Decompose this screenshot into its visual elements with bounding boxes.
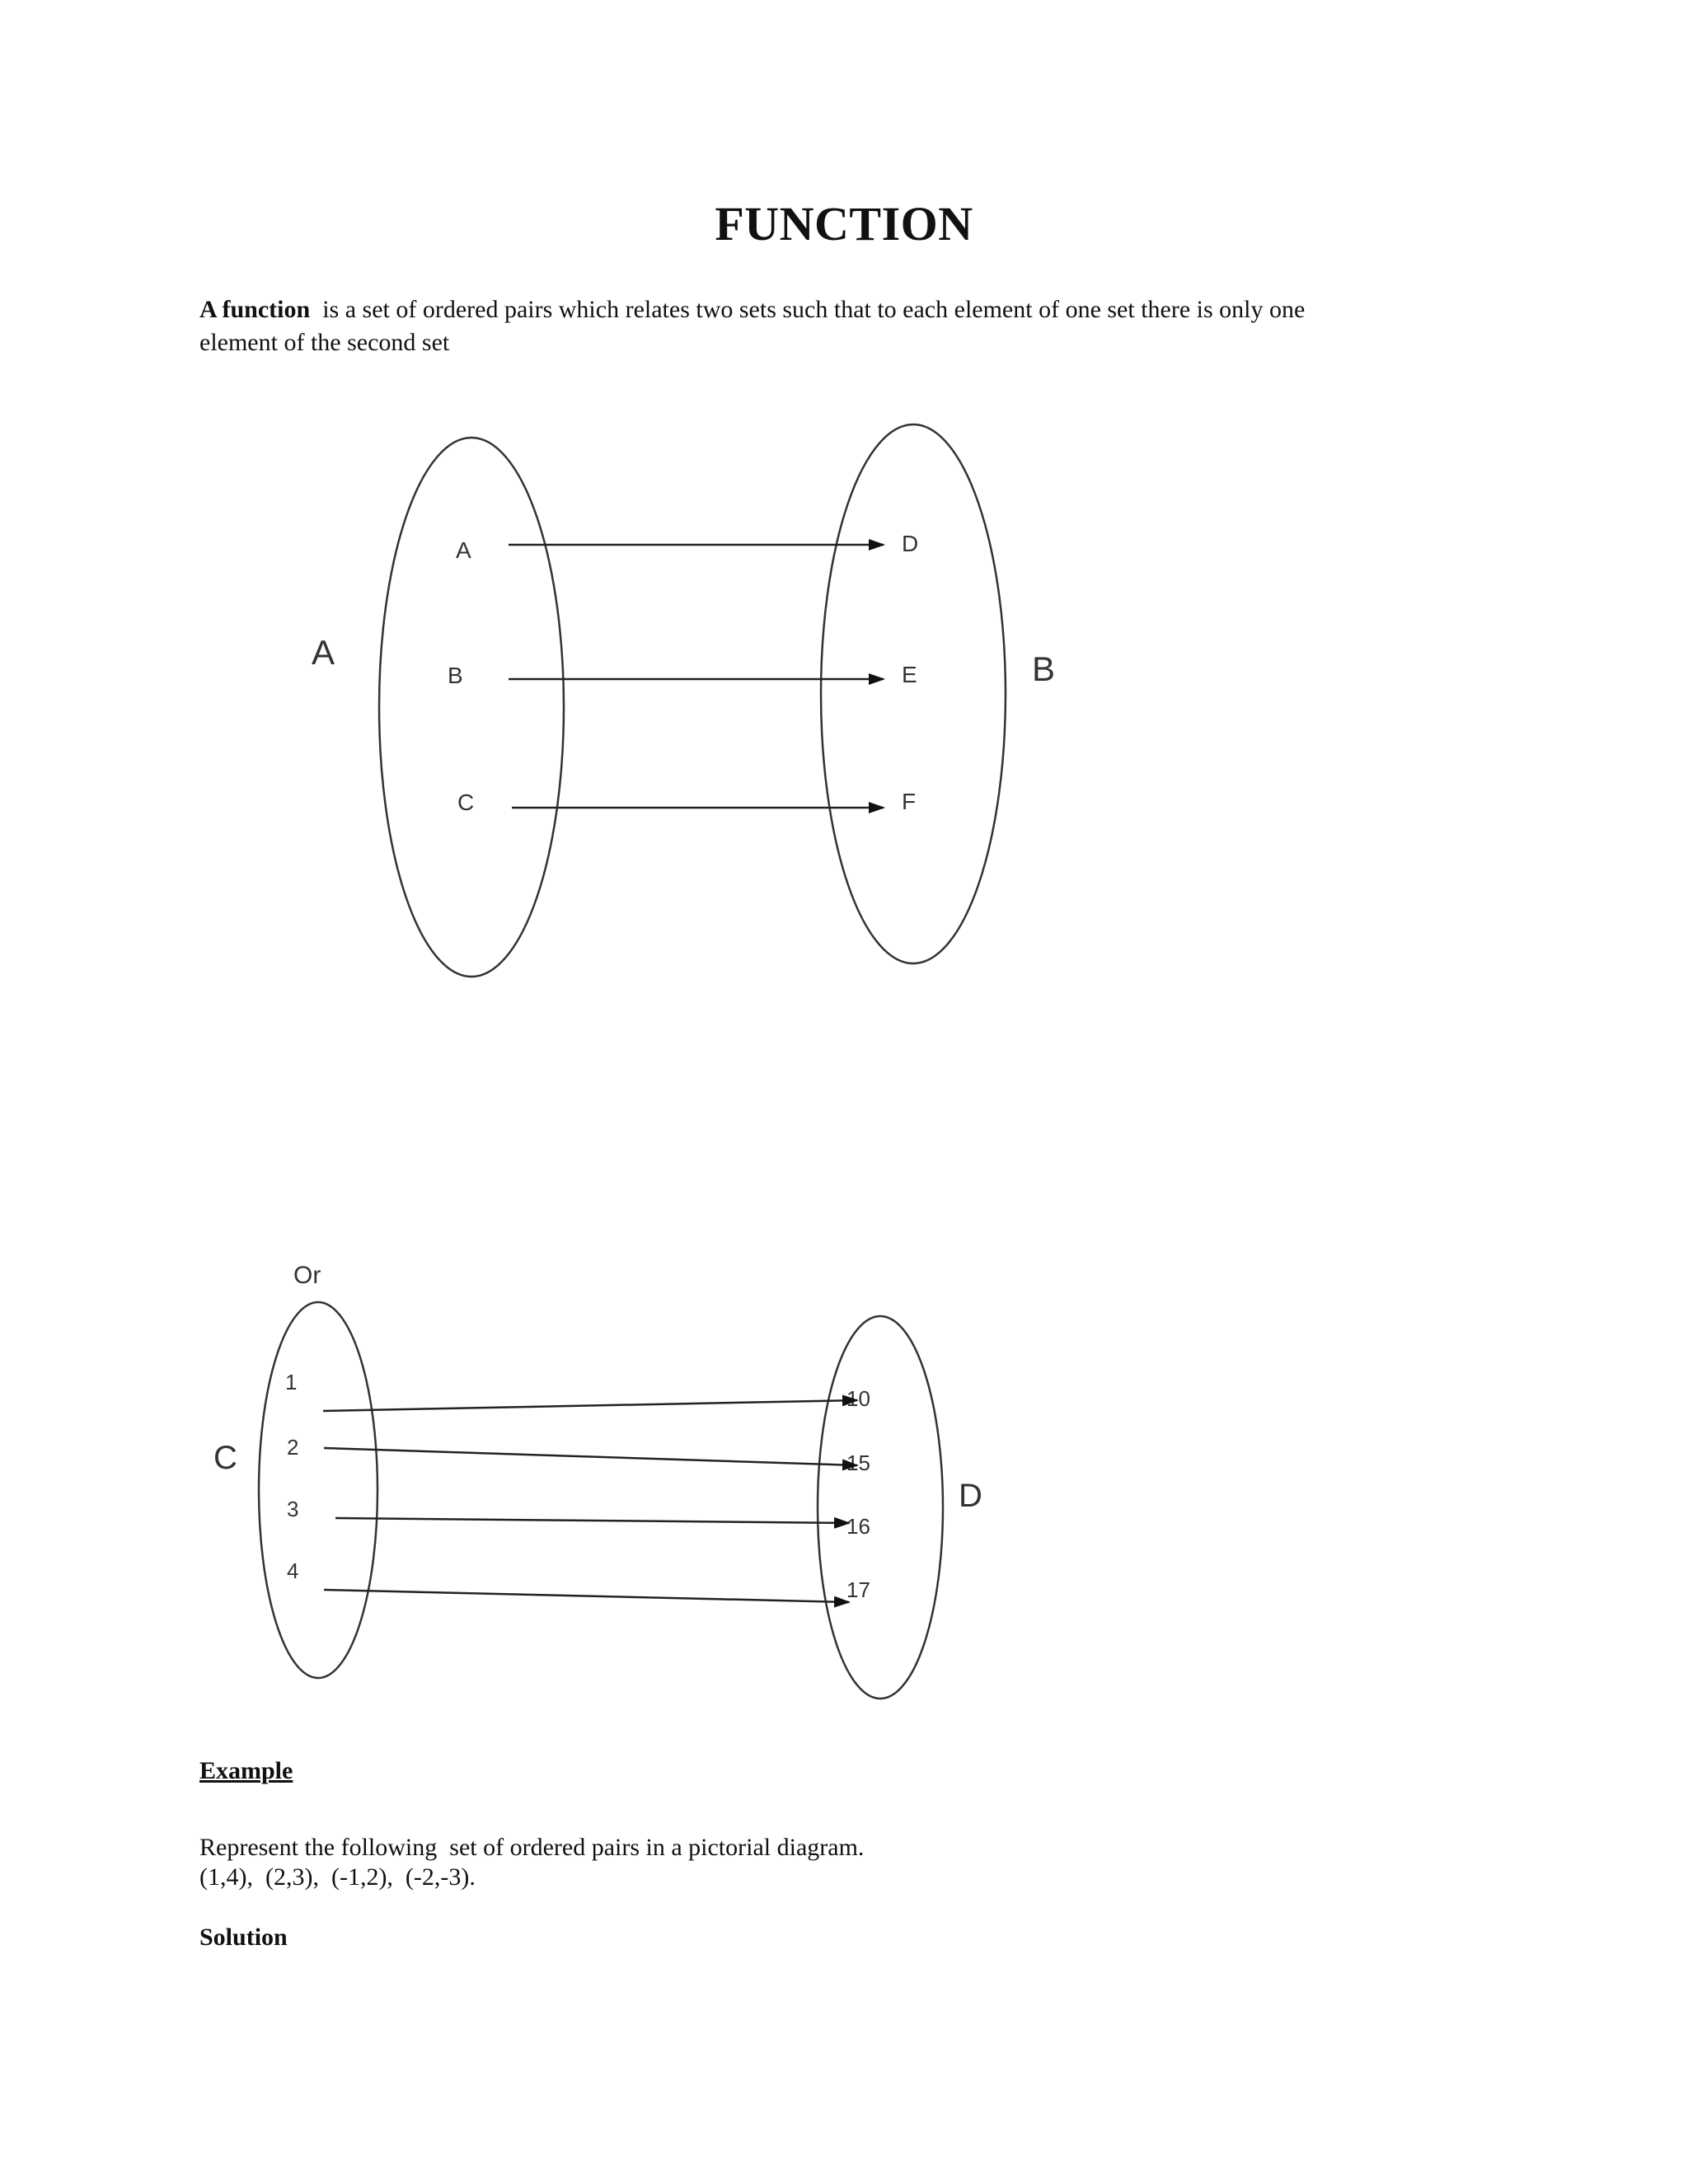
set-c-ellipse <box>259 1302 377 1678</box>
element-e: E <box>902 662 917 687</box>
set-c-label: C <box>213 1440 237 1476</box>
element-17: 17 <box>846 1577 870 1602</box>
set-a-label: A <box>312 633 335 672</box>
element-a: A <box>456 537 471 563</box>
page-title: FUNCTION <box>715 197 973 251</box>
element-1: 1 <box>285 1370 298 1394</box>
arrow-4-to-17 <box>324 1590 849 1602</box>
element-16: 16 <box>846 1514 870 1539</box>
definition-term: A function <box>199 296 311 323</box>
set-d-ellipse <box>818 1316 943 1699</box>
element-c: C <box>457 790 475 815</box>
element-f: F <box>902 789 917 814</box>
definition-text: is a set of ordered pairs which relates two sets such that to each element of one set there is only one <box>310 296 1306 323</box>
element-15: 15 <box>846 1451 870 1475</box>
element-10: 10 <box>846 1386 870 1411</box>
diagram-one <box>312 424 1055 977</box>
set-a-ellipse <box>379 438 564 977</box>
element-d: D <box>902 531 919 556</box>
element-2: 2 <box>287 1435 299 1460</box>
set-b-label: B <box>1032 649 1056 688</box>
element-b: B <box>448 663 463 688</box>
arrow-2-to-15 <box>324 1448 857 1465</box>
or-label: Or <box>293 1262 321 1289</box>
element-3: 3 <box>287 1497 299 1521</box>
element-4: 4 <box>287 1558 299 1583</box>
example-pairs: (1,4), (2,3), (-1,2), (-2,-3). <box>199 1863 476 1891</box>
diagram-two <box>213 1262 982 1699</box>
solution-heading: Solution <box>199 1924 288 1951</box>
set-b-ellipse <box>821 424 1006 963</box>
set-d-label: D <box>959 1478 982 1514</box>
example-text: Represent the following set of ordered pairs in a pictorial diagram. <box>199 1834 865 1861</box>
arrow-1-to-10 <box>323 1400 857 1411</box>
example-heading: Example <box>199 1757 293 1784</box>
arrow-3-to-16 <box>335 1518 849 1523</box>
definition-line-2: element of the second set <box>199 329 450 356</box>
